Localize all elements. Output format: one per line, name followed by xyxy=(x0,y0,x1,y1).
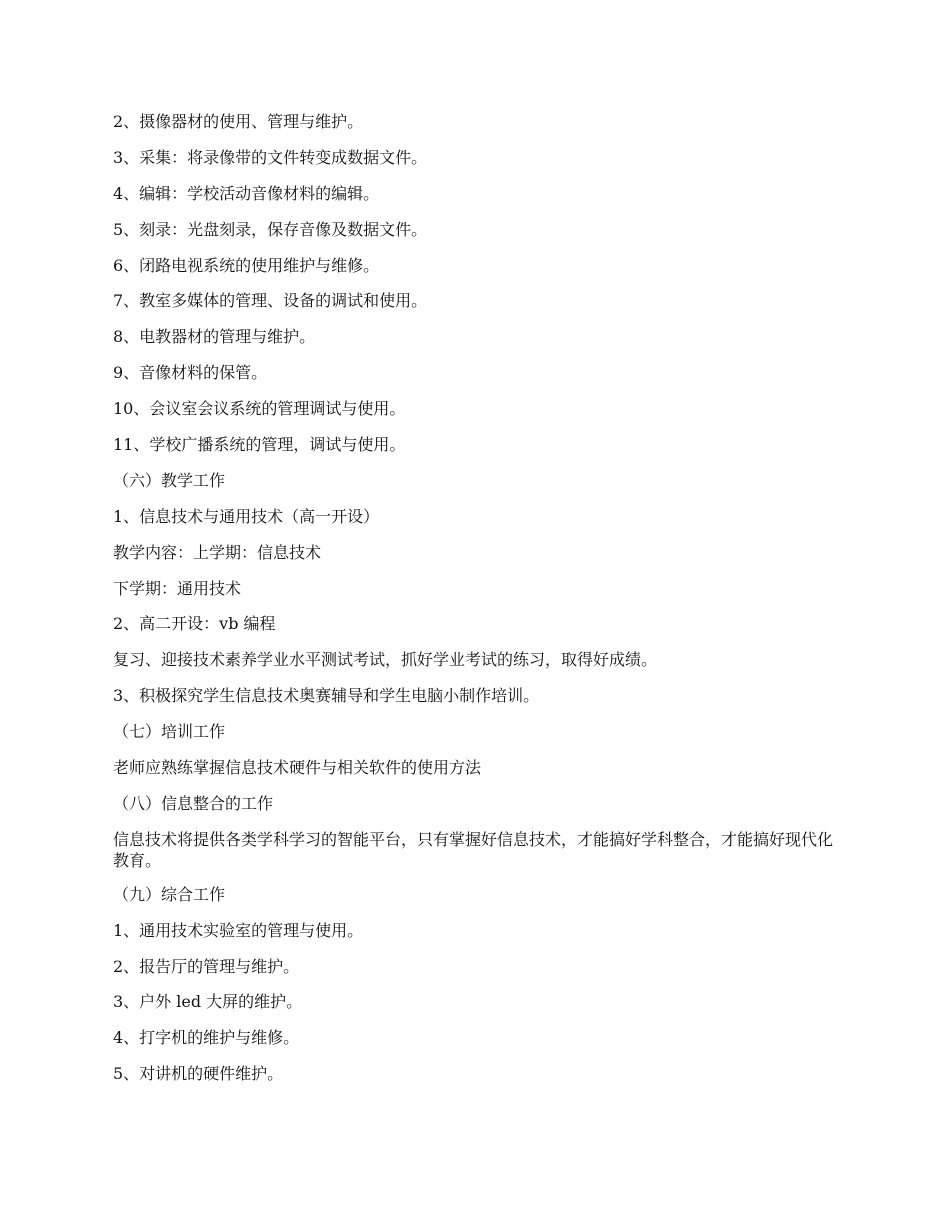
paragraph: 4、编辑：学校活动音像材料的编辑。 xyxy=(113,183,380,203)
paragraph: 5、刻录：光盘刻录，保存音像及数据文件。 xyxy=(113,219,428,239)
paragraph: 5、对讲机的硬件维护。 xyxy=(113,1064,284,1084)
paragraph: 教学内容：上学期：信息技术 xyxy=(113,542,322,562)
paragraph: 11、学校广播系统的管理，调试与使用。 xyxy=(113,435,406,455)
paragraph: 下学期：通用技术 xyxy=(113,578,242,598)
paragraph: 1、信息技术与通用技术（高一开设） xyxy=(113,506,380,526)
paragraph: 老师应熟练掌握信息技术硬件与相关软件的使用方法 xyxy=(113,758,482,778)
paragraph: 2、报告厅的管理与维护。 xyxy=(113,956,300,976)
paragraph: 3、积极探究学生信息技术奥赛辅导和学生电脑小制作培训。 xyxy=(113,686,540,706)
section-heading: （七）培训工作 xyxy=(113,722,226,742)
paragraph: 10、会议室会议系统的管理调试与使用。 xyxy=(113,399,406,419)
document-body xyxy=(113,111,841,1099)
section-heading: （九）综合工作 xyxy=(113,884,226,904)
paragraph: 2、高二开设：vb 编程 xyxy=(113,614,276,634)
paragraph: 复习、迎接技术素养学业水平测试考试，抓好学业考试的练习，取得好成绩。 xyxy=(113,650,658,670)
paragraph: 1、通用技术实验室的管理与使用。 xyxy=(113,920,364,940)
section-heading: （六）教学工作 xyxy=(113,470,226,490)
paragraph: 2、摄像器材的使用、管理与维护。 xyxy=(113,112,364,131)
paragraph: 8、电教器材的管理与维护。 xyxy=(113,327,316,347)
paragraph: 7、教室多媒体的管理、设备的调试和使用。 xyxy=(113,291,428,311)
paragraph: 信息技术将提供各类学科学习的智能平台，只有掌握好信息技术，才能搞好学科整合，才能搞好现代化教育。 xyxy=(113,829,834,870)
paragraph: 6、闭路电视系统的使用维护与维修。 xyxy=(113,255,380,275)
paragraph: 3、户外 led 大屏的维护。 xyxy=(113,992,303,1012)
paragraph: 9、音像材料的保管。 xyxy=(113,363,268,383)
paragraph: 4、打字机的维护与维修。 xyxy=(113,1028,300,1048)
paragraph: 3、采集：将录像带的文件转变成数据文件。 xyxy=(113,147,428,167)
section-heading: （八）信息整合的工作 xyxy=(113,793,274,813)
